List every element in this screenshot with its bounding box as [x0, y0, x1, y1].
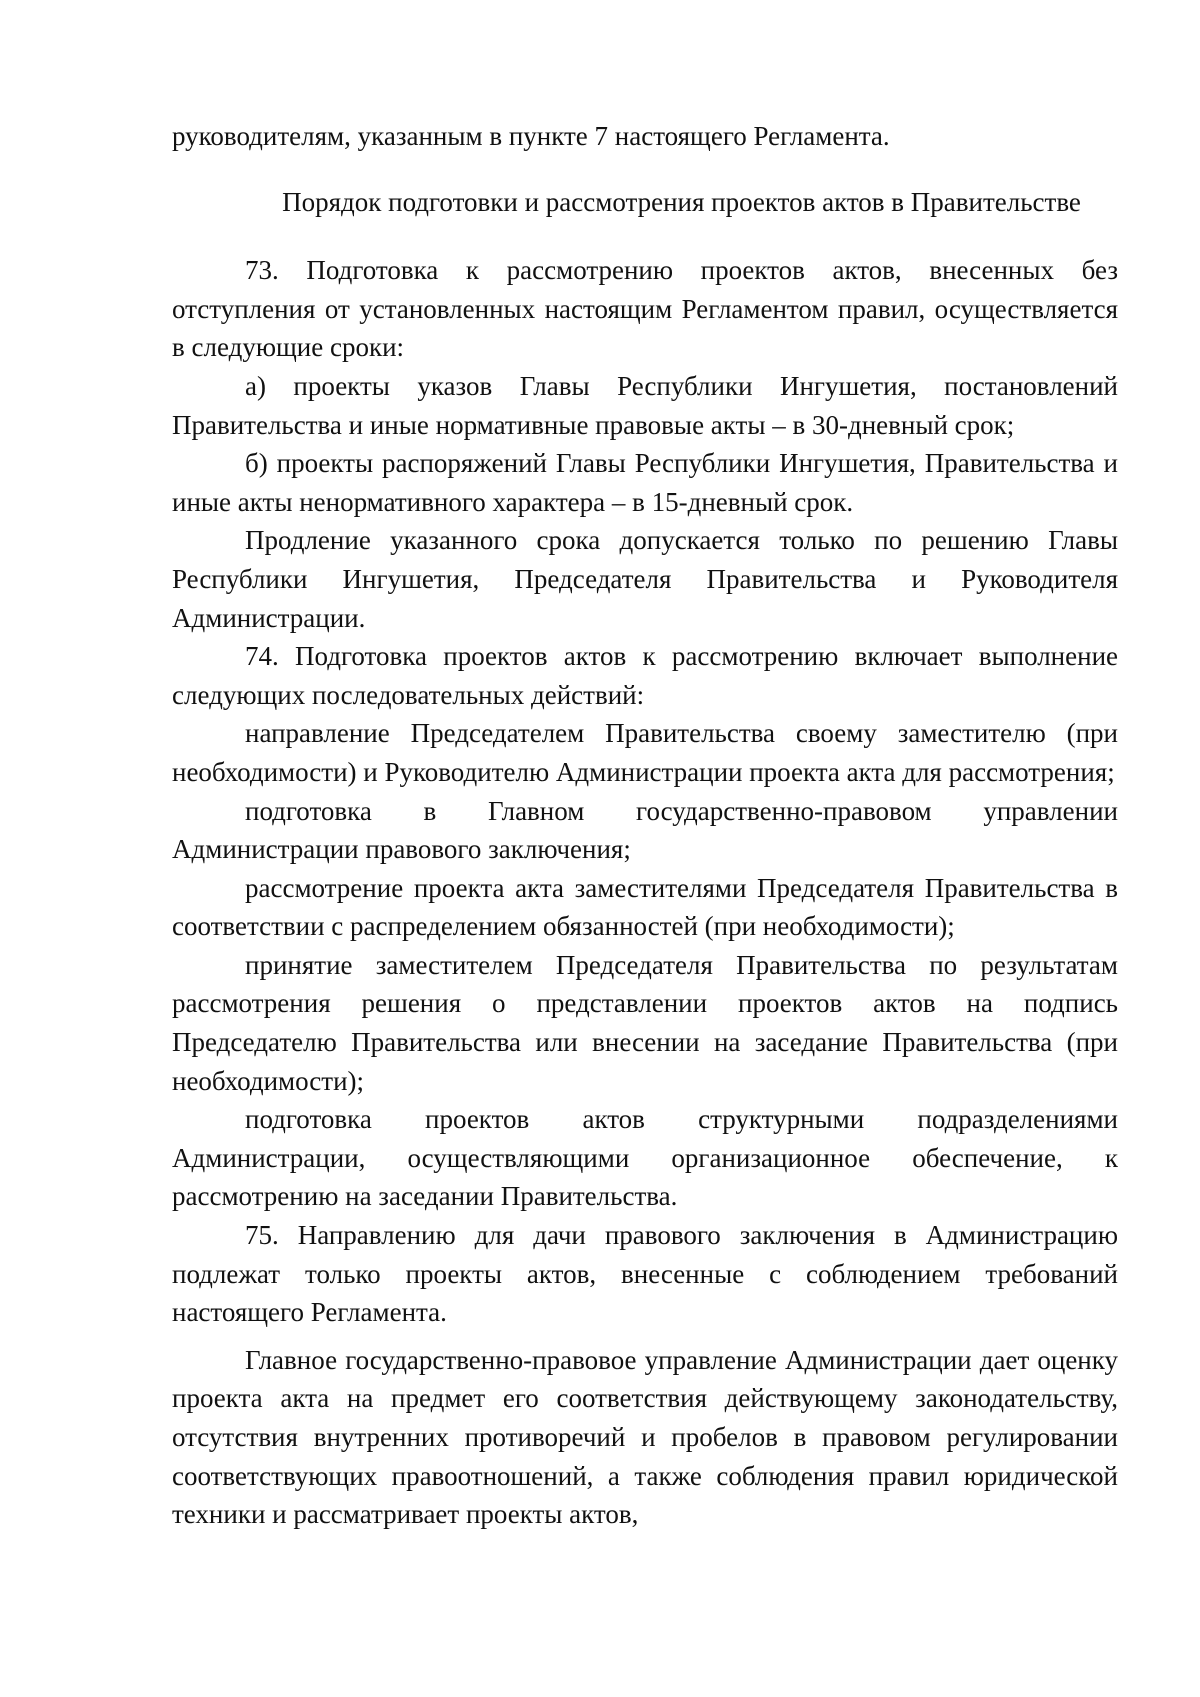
spacer	[172, 156, 1118, 183]
paragraph-step-5: подготовка проектов актов структурными подразделениями Администрации, осуществляющими организационное обеспечение, к рассмотрению на заседании Правительства.	[172, 1104, 1118, 1212]
spacer	[172, 221, 1118, 251]
document-body	[172, 117, 1118, 1534]
paragraph-continuation: руководителям, указанным в пункте 7 настоящего Регламента.	[172, 121, 890, 151]
paragraph-legal-review: Главное государственно-правовое управление Администрации дает оценку проекта акта на предмет его соответствия действующему законодательству, отсутствия внутренних противоречий и пробелов в правовом регулировании соответствующих правоотношений, а также соблюдения правил юридической техники и рассматривает проекты актов,	[172, 1344, 1118, 1530]
paragraph-extension: Продление указанного срока допускается только по решению Главы Республики Ингушетия, Председателя Правительства и Руководителя Администрации.	[172, 525, 1118, 633]
paragraph-step-4: принятие заместителем Председателя Правительства по результатам рассмотрения решения о представлении проектов актов на подпись Председателю Правительства или внесении на заседание Правительства (при необходимости);	[172, 949, 1118, 1096]
paragraph-step-1: направление Председателем Правительства своему заместителю (при необходимости) и Руководителю Администрации проекта акта для рассмотрения;	[172, 718, 1118, 787]
section-heading: Порядок подготовки и рассмотрения проектов актов в Правительстве	[282, 186, 1081, 217]
paragraph-step-2: подготовка в Главном государственно-правовом управлении Администрации правового заключения;	[172, 795, 1118, 865]
paragraph-step-3: рассмотрение проекта акта заместителями Председателя Правительства в соответствии с распределением обязанностей (при необходимости);	[172, 872, 1118, 942]
paragraph-item-74: 74. Подготовка проектов актов к рассмотрению включает выполнение следующих последовательных действий:	[172, 641, 1118, 710]
paragraph-item-75: 75. Направлению для дачи правового заключения в Администрацию подлежат только проекты актов, внесенные с соблюдением требований настоящего Регламента.	[172, 1220, 1118, 1328]
spacer	[172, 1332, 1118, 1341]
paragraph-item-73: 73. Подготовка к рассмотрению проектов актов, внесенных без отступления от установленных настоящим Регламентом правил, осуществляется в следующие сроки:	[172, 255, 1118, 363]
paragraph-subitem-a: а) проекты указов Главы Республики Ингушетия, постановлений Правительства и иные нормативные правовые акты – в 30-дневный срок;	[172, 370, 1118, 440]
paragraph-subitem-b: б) проекты распоряжений Главы Республики Ингушетия, Правительства и иные акты ненормативного характера – в 15-дневный срок.	[172, 448, 1118, 517]
